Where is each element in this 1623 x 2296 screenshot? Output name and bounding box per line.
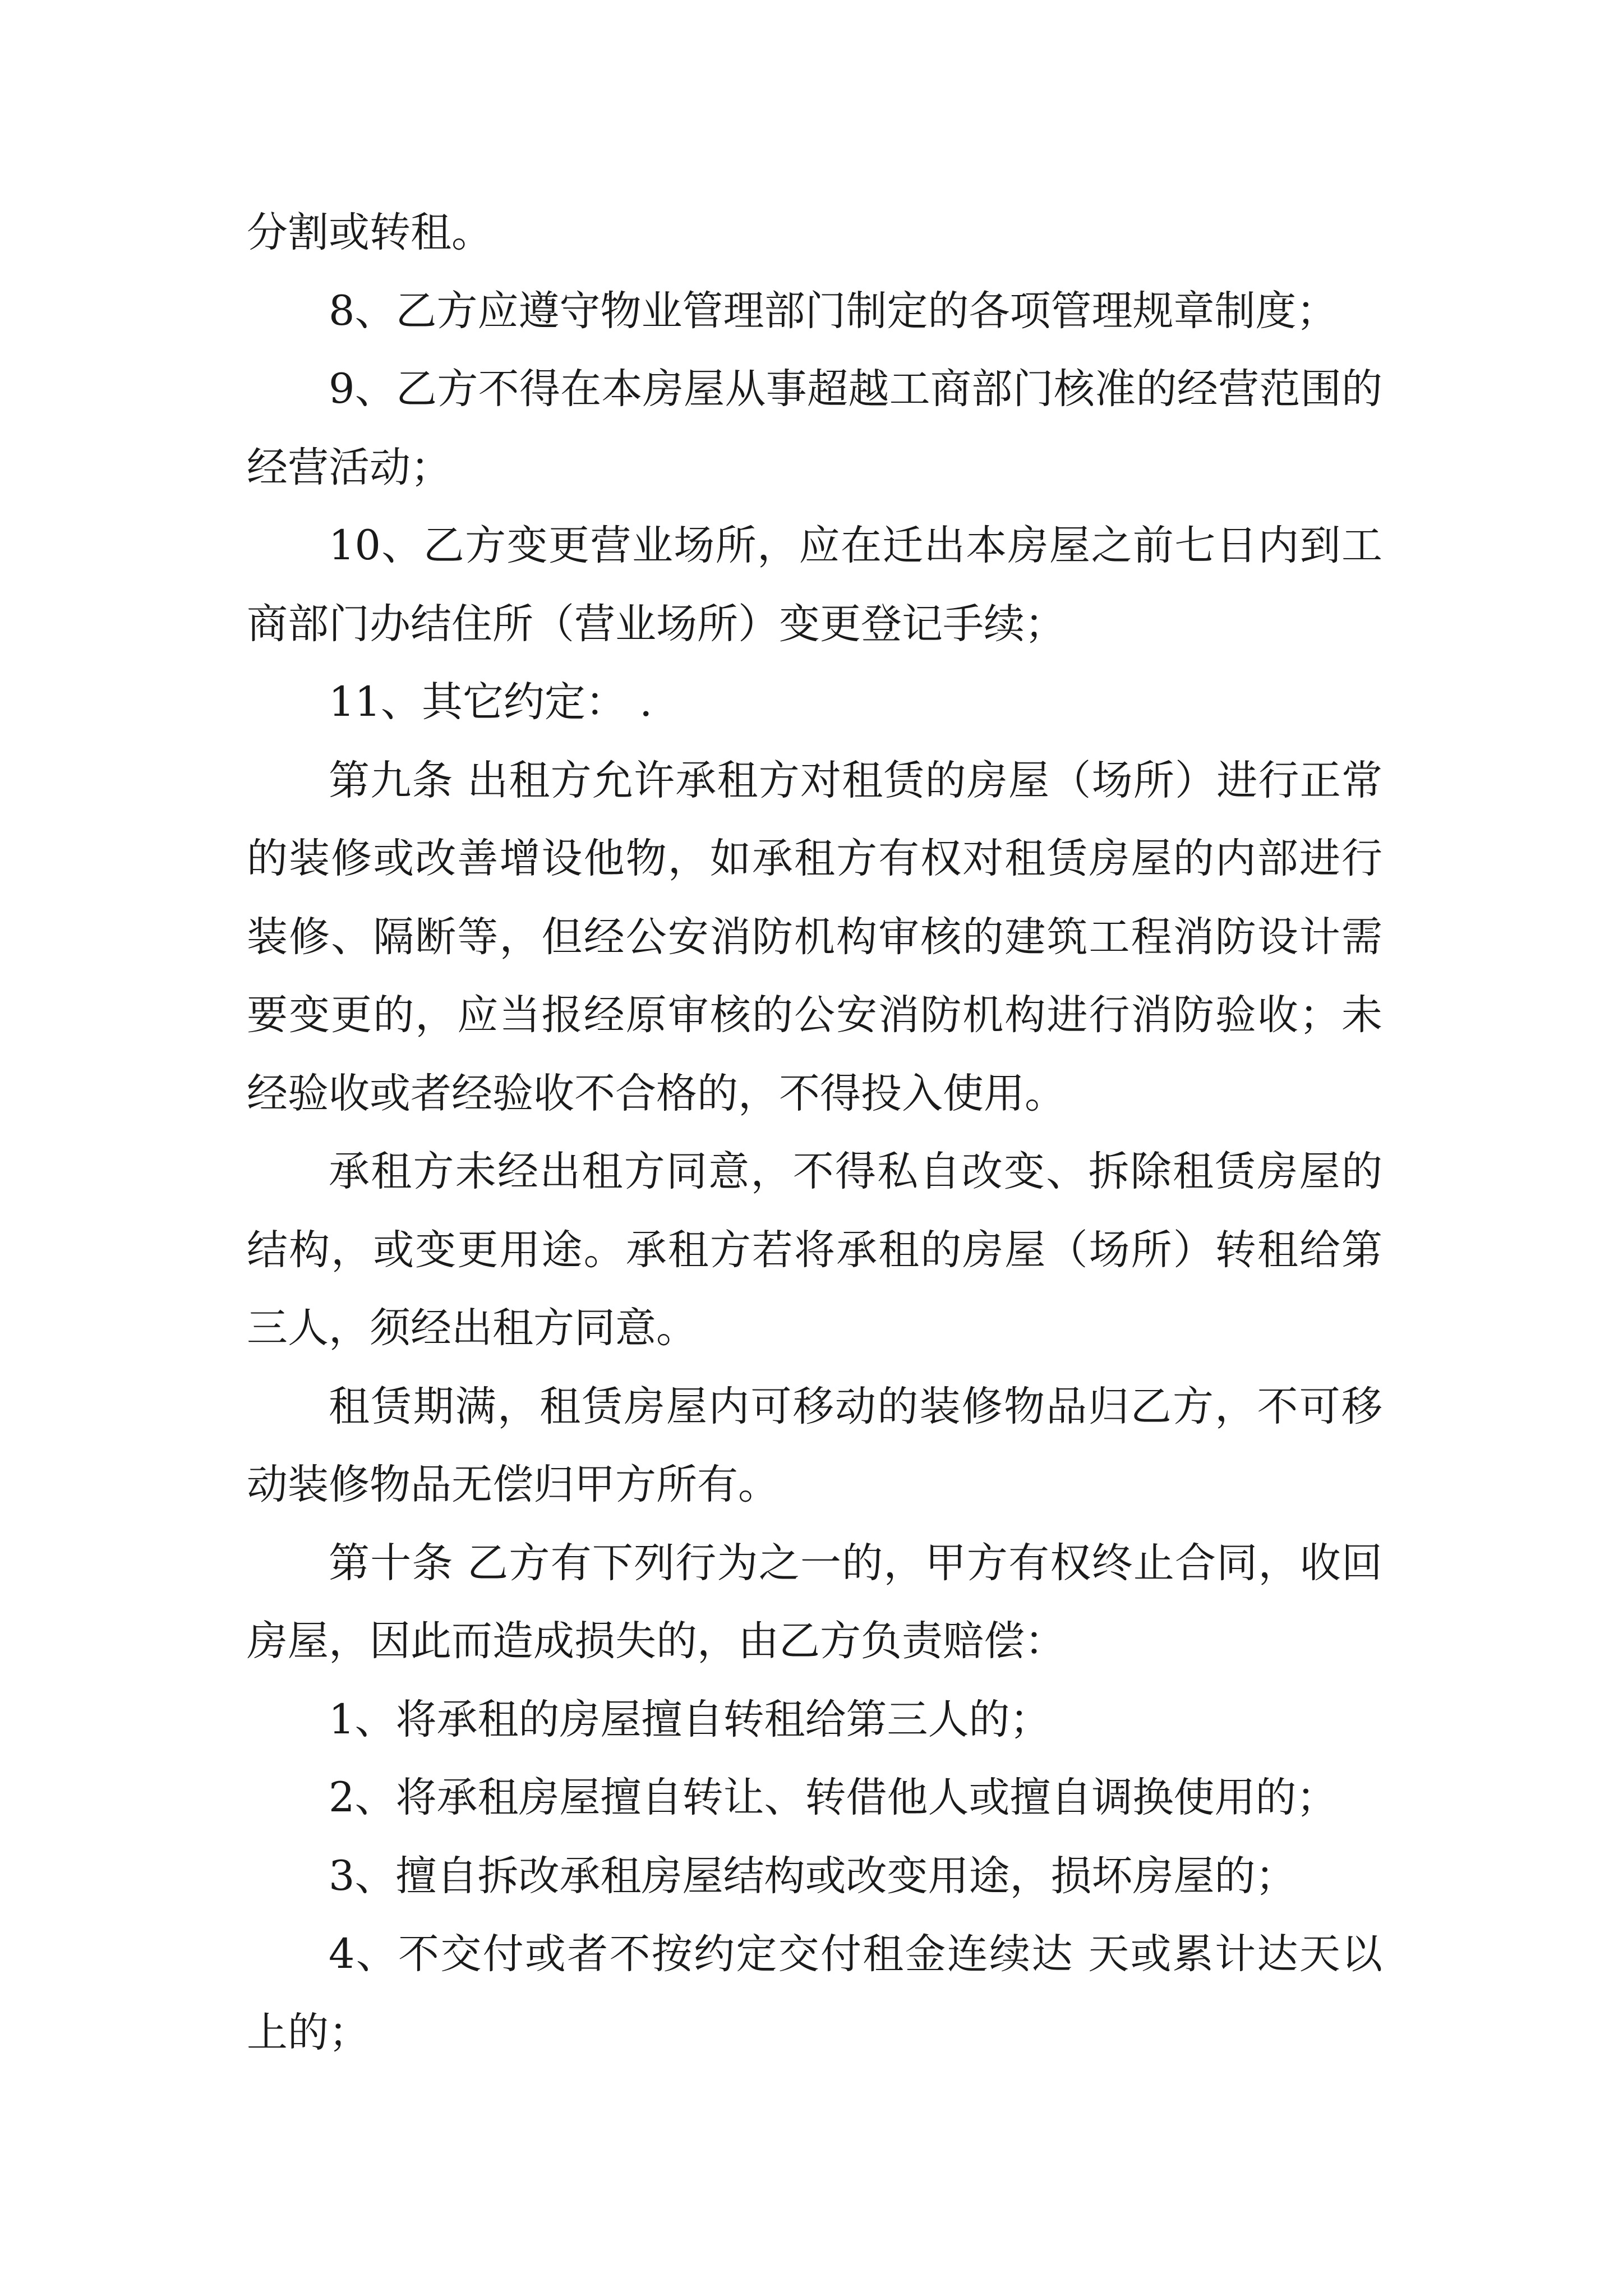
article-10-item-2: 2、将承租房屋擅自转让、转借他人或擅自调换使用的；: [329, 1774, 1338, 1821]
article-10-item-3: 3、擅自拆改承租房屋结构或改变用途，损坏房屋的；: [329, 1852, 1297, 1900]
article-9-lease-end-paragraph: 租赁期满，租赁房屋内可移动的装修物品归乙方，不可移动装修物品无偿归甲方所有。: [247, 1382, 1382, 1508]
article-9: 第九条 出租方允许承租方对租赁的房屋（场所）进行正常的装修或改善增设他物，如承租方有权对租赁房屋的内部进行装修、隔断等，但经公安消防机构审核的建筑工程消防设计需要变更的，应当报经原审核的公安消防机构进行消防验收；未经验收或者经验收不合格的，不得投入使用。: [247, 756, 1382, 1117]
clause-9: 9、乙方不得在本房屋从事超越工商部门核准的经营范围的经营活动；: [247, 365, 1382, 491]
article-10: 第十条 乙方有下列行为之一的，甲方有权终止合同，收回房屋，因此而造成损失的，由乙方负责赔偿：: [247, 1539, 1382, 1665]
paragraph-continuation: 分割或转租。: [247, 209, 492, 256]
article-10-item-1: 1、将承租的房屋擅自转租给第三人的；: [329, 1695, 1051, 1743]
clause-8: 8、乙方应遵守物业管理部门制定的各项管理规章制度；: [329, 287, 1338, 335]
clause-10: 10、乙方变更营业场所，应在迁出本房屋之前七日内到工商部门办结住所（营业场所）变更登记手续；: [247, 522, 1382, 648]
clause-11: 11、其它约定： .: [329, 678, 653, 726]
article-10-item-4: 4、不交付或者不按约定交付租金连续达 天或累计达天以上的；: [247, 1930, 1382, 2056]
article-9-structure-paragraph: 承租方未经出租方同意，不得私自改变、拆除租赁房屋的结构，或变更用途。承租方若将承租的房屋（场所）转租给第三人，须经出租方同意。: [247, 1148, 1382, 1352]
document-body: [247, 194, 1382, 2072]
